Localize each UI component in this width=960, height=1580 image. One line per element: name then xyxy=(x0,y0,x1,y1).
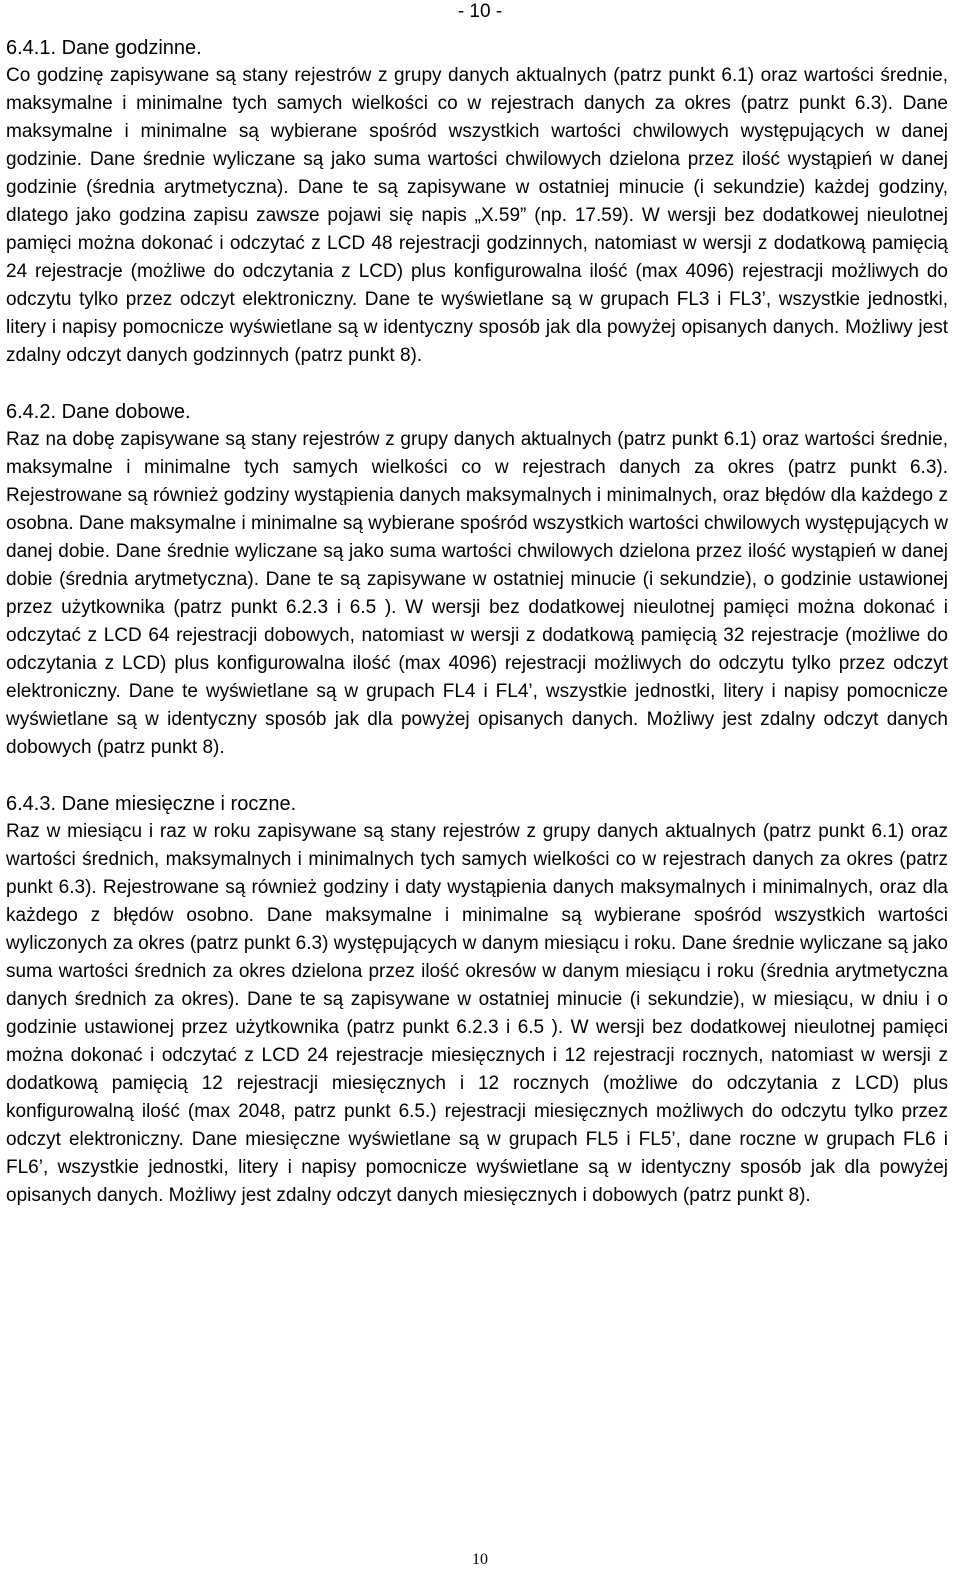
page-number-footer: 10 xyxy=(472,1551,488,1568)
section-hourly-data xyxy=(6,34,948,370)
section-heading: 6.4.1. Dane godzinne. xyxy=(6,37,202,59)
page-number-header: - 10 - xyxy=(457,1,503,22)
document-body xyxy=(6,34,948,1238)
section-daily-data xyxy=(6,398,948,762)
section-heading: 6.4.2. Dane dobowe. xyxy=(6,401,191,423)
section-heading: 6.4.3. Dane miesięczne i roczne. xyxy=(6,793,297,815)
section-paragraph: Raz w miesiącu i raz w roku zapisywane są stany rejestrów z grupy danych aktualnych (patrz punkt 6.1) oraz wartości średnich, maksymalnych i minimalnych tych samych wielkości co w rejestrach danych za okres (patrz punkt 6.3). Rejestrowane są również godziny i daty wystąpienia danych maksymalnych i minimalnych, oraz dla każdego z błędów osobno. Dane maksymalne i minimalne są wybierane spośród wszystkich wartości wyliczonych za okres (patrz punkt 6.3) występujących w danym miesiącu i roku. Dane średnie wyliczane są jako suma wartości średnich za okres dzielona przez ilość okresów w danym miesiącu i roku (średnia arytmetyczna danych średnich za okres). Dane te są zapisywane w ostatniej minucie (i sekundzie), w miesiącu, w dniu i o godzinie ustawionej przez użytkownika (patrz punkt 6.2.3 i 6.5 ). W wersji bez dodatkowej nieulotnej pamięci można dokonać i odczytać z LCD 24 rejestracje miesięcznych i 12 rejestracji rocznych, natomiast w wersji z dodatkową pamięcią 12 rejestracji miesięcznych i 12 rocznych (możliwe do odczytania z LCD) plus konfigurowalną ilość (max 2048, patrz punkt 6.5.) rejestracji miesięcznych możliwych do odczytu tylko przez odczyt elektroniczny. Dane miesięczne wyświetlane są w grupach FL5 i FL5’, dane roczne w grupach FL6 i FL6’, wszystkie jednostki, litery i napisy pomocnicze wyświetlane są w identyczny sposób jak dla powyżej opisanych danych. Możliwy jest zdalny odczyt danych miesięcznych i dobowych (patrz punkt 8). xyxy=(6,821,948,1206)
section-paragraph: Raz na dobę zapisywane są stany rejestrów z grupy danych aktualnych (patrz punkt 6.1) oraz wartości średnie, maksymalne i minimalne tych samych wielkości co w rejestrach danych za okres (patrz punkt 6.3). Rejestrowane są również godziny wystąpienia danych maksymalnych i minimalnych, oraz błędów dla każdego z osobna. Dane maksymalne i minimalne są wybierane spośród wszystkich wartości chwilowych występujących w danej dobie. Dane średnie wyliczane są jako suma wartości chwilowych dzielona przez ilość wystąpień w danej dobie (średnia arytmetyczna). Dane te są zapisywane w ostatniej minucie (i sekundzie), o godzinie ustawionej przez użytkownika (patrz punkt 6.2.3 i 6.5 ). W wersji bez dodatkowej nieulotnej pamięci można dokonać i odczytać z LCD 64 rejestracji dobowych, natomiast w wersji z dodatkową pamięcią 32 rejestracje (możliwe do odczytania z LCD) plus konfigurowalna ilość (max 4096) rejestracji możliwych do odczytu tylko przez odczyt elektroniczny. Dane te wyświetlane są w grupach FL4 i FL4’, wszystkie jednostki, litery i napisy pomocnicze wyświetlane są w identyczny sposób jak dla powyżej opisanych danych. Możliwy jest zdalny odczyt danych dobowych (patrz punkt 8). xyxy=(6,429,948,758)
section-monthly-yearly-data xyxy=(6,790,948,1210)
section-paragraph: Co godzinę zapisywane są stany rejestrów z grupy danych aktualnych (patrz punkt 6.1) oraz wartości średnie, maksymalne i minimalne tych samych wielkości co w rejestrach danych za okres (patrz punkt 6.3). Dane maksymalne i minimalne są wybierane spośród wszystkich wartości chwilowych występujących w danej godzinie. Dane średnie wyliczane są jako suma wartości chwilowych dzielona przez ilość wystąpień w danej godzinie (średnia arytmetyczna). Dane te są zapisywane w ostatniej minucie (i sekundzie) każdej godziny, dlatego jako godzina zapisu zawsze pojawi się napis „X.59” (np. 17.59). W wersji bez dodatkowej nieulotnej pamięci można dokonać i odczytać z LCD 48 rejestracji godzinnych, natomiast w wersji z dodatkową pamięcią 24 rejestracje (możliwe do odczytania z LCD) plus konfigurowalna ilość (max 4096) rejestracji możliwych do odczytu tylko przez odczyt elektroniczny. Dane te wyświetlane są w grupach FL3 i FL3’, wszystkie jednostki, litery i napisy pomocnicze wyświetlane są w identyczny sposób jak dla powyżej opisanych danych. Możliwy jest zdalny odczyt danych godzinnych (patrz punkt 8). xyxy=(6,65,948,366)
